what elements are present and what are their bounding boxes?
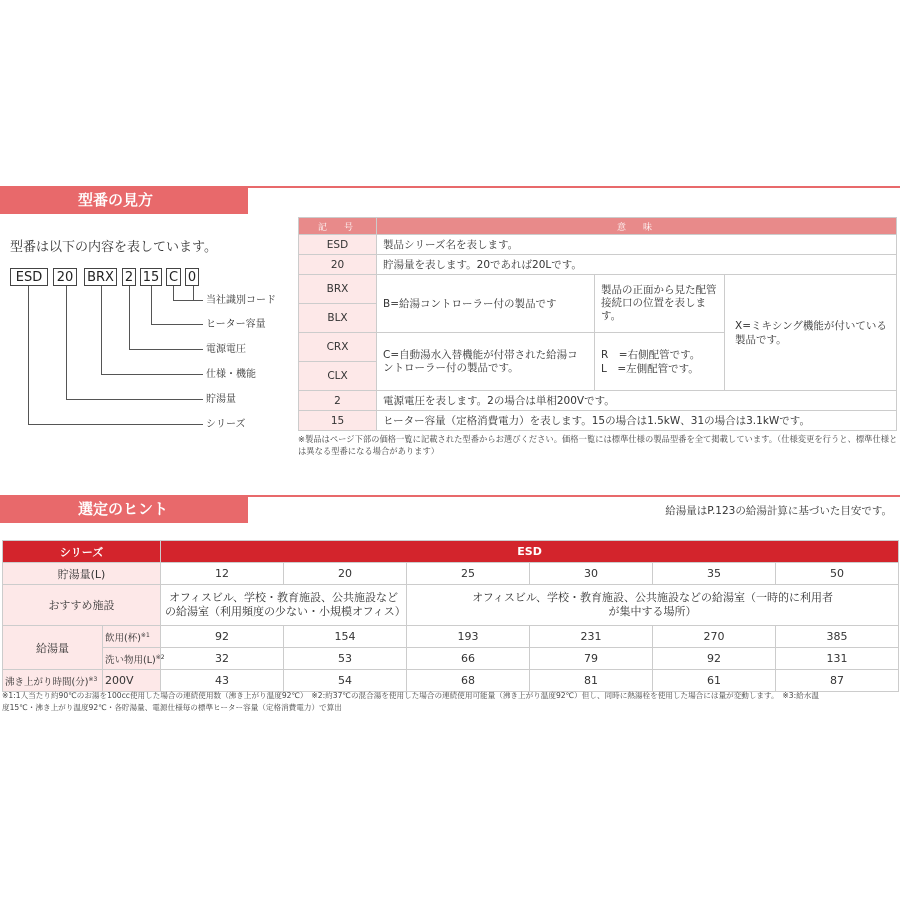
selection-table — [2, 540, 899, 692]
wash-mark: ※2 — [155, 653, 165, 661]
meaning-x: X=ミキシング機能が付いている製品です。 — [725, 275, 897, 391]
meaning-15: ヒーター容量（定格消費電力）を表します。15の場合は1.5kW、31の場合は3.1kWです。 — [377, 411, 897, 431]
meaning-b: B=給湯コントローラー付の製品です — [377, 275, 595, 333]
label-heater: ヒーター容量 — [206, 319, 266, 330]
meaning-r: R =右側配管です。 — [601, 348, 701, 361]
facility-large: オフィスビル、学校・教育施設、公共施設などの給湯室（一時的に利用者が集中する場所） — [407, 585, 899, 626]
code-esd: ESD — [10, 268, 48, 286]
section1-note: ※製品はページ下部の価格一覧に記載された型番からお選びください。価格一覧には標準仕様の製品型番を全て掲載しています。（仕様変更を行うと、標準仕様とは異なる型番になる場合があります） — [298, 434, 898, 456]
drink-label — [103, 626, 161, 648]
capacity-cell: 25 — [407, 563, 530, 585]
sym-crx: CRX — [299, 333, 377, 362]
meaning-esd: 製品シリーズ名を表します。 — [377, 235, 897, 255]
meaning-l: L =左側配管です。 — [601, 362, 699, 375]
label-series: シリーズ — [206, 419, 246, 430]
voltage-label: 200V — [103, 670, 161, 692]
supply-label: 給湯量 — [3, 626, 103, 670]
wash-cell: 66 — [407, 648, 530, 670]
series-label: シリーズ — [3, 541, 161, 563]
time-cell: 68 — [407, 670, 530, 692]
wash-label-text: 洗い物用(L) — [105, 654, 156, 666]
drink-cell: 270 — [653, 626, 776, 648]
meaning-20: 貯湯量を表します。20であれば20Lです。 — [377, 255, 897, 275]
label-company-code: 当社識別コード — [206, 295, 276, 306]
meaning-position: 製品の正面から見た配管接続口の位置を表します。 — [595, 275, 725, 333]
time-mark: ※3 — [88, 675, 98, 683]
facility-small: オフィスビル、学校・教育施設、公共施設などの給湯室（利用頻度の少ない・小規模オフィス） — [161, 585, 407, 626]
wash-cell: 131 — [776, 648, 899, 670]
model-meaning-table — [298, 217, 897, 431]
series-value: ESD — [161, 541, 899, 563]
sym-20: 20 — [299, 255, 377, 275]
sym-2: 2 — [299, 391, 377, 411]
capacity-cell: 30 — [530, 563, 653, 585]
time-cell: 61 — [653, 670, 776, 692]
drink-cell: 154 — [284, 626, 407, 648]
wash-label — [103, 648, 165, 670]
sym-brx: BRX — [299, 275, 377, 304]
section2-title: 選定のヒント — [0, 495, 248, 523]
drink-cell: 385 — [776, 626, 899, 648]
code-2: 2 — [122, 268, 136, 286]
sym-clx: CLX — [299, 362, 377, 391]
wash-cell: 32 — [161, 648, 284, 670]
code-20: 20 — [53, 268, 77, 286]
time-cell: 87 — [776, 670, 899, 692]
drink-label-text: 飲用(杯) — [105, 632, 141, 644]
drink-cell: 193 — [407, 626, 530, 648]
meaning-rl — [595, 333, 725, 391]
sym-blx: BLX — [299, 304, 377, 333]
drink-cell: 92 — [161, 626, 284, 648]
meaning-c: C=自動湯水入替機能が付帯された給湯コントローラー付の製品です。 — [377, 333, 595, 391]
footnote-line2: 度15℃・沸き上がり温度92℃・各貯湯量、電源仕様毎の標準ヒーター容量（定格消費電力）で算出 — [2, 703, 342, 712]
supply-basis-note: 給湯量はP.123の給湯計算に基づいた目安です。 — [665, 505, 892, 517]
wash-cell: 53 — [284, 648, 407, 670]
time-cell: 81 — [530, 670, 653, 692]
sym-esd: ESD — [299, 235, 377, 255]
wash-cell: 79 — [530, 648, 653, 670]
section1-title: 型番の見方 — [0, 186, 248, 214]
code-15: 15 — [140, 268, 162, 286]
time-cell: 54 — [284, 670, 407, 692]
time-label-text: 沸き上がり時間(分) — [5, 676, 89, 688]
time-label — [3, 670, 103, 692]
label-voltage: 電源電圧 — [206, 344, 246, 355]
facility-label: おすすめ施設 — [3, 585, 161, 626]
code-c: C — [166, 268, 181, 286]
code-brx: BRX — [84, 268, 117, 286]
intro-text: 型番は以下の内容を表しています。 — [10, 240, 217, 255]
wash-cell: 92 — [653, 648, 776, 670]
capacity-cell: 20 — [284, 563, 407, 585]
capacity-cell: 50 — [776, 563, 899, 585]
footnote-line1: ※1:1人当たり約90℃のお湯を100cc使用した場合の連続使用数（沸き上がり温度92℃） ※2:約37℃の混合湯を使用した場合の連続使用可能量（沸き上がり温度92℃）但し、同時に熱湯栓を使用した場合には量が変動します。 ※3:給水温 — [2, 691, 819, 700]
drink-mark: ※1 — [140, 631, 150, 639]
header-meaning: 意 味 — [377, 218, 897, 235]
drink-cell: 231 — [530, 626, 653, 648]
meaning-2: 電源電圧を表します。2の場合は単相200Vです。 — [377, 391, 897, 411]
sym-15: 15 — [299, 411, 377, 431]
code-0: 0 — [185, 268, 199, 286]
time-cell: 43 — [161, 670, 284, 692]
capacity-label: 貯湯量(L) — [3, 563, 161, 585]
header-symbol: 記 号 — [299, 218, 377, 235]
capacity-cell: 12 — [161, 563, 284, 585]
label-spec: 仕様・機能 — [206, 369, 256, 380]
label-capacity: 貯湯量 — [206, 394, 236, 405]
capacity-cell: 35 — [653, 563, 776, 585]
